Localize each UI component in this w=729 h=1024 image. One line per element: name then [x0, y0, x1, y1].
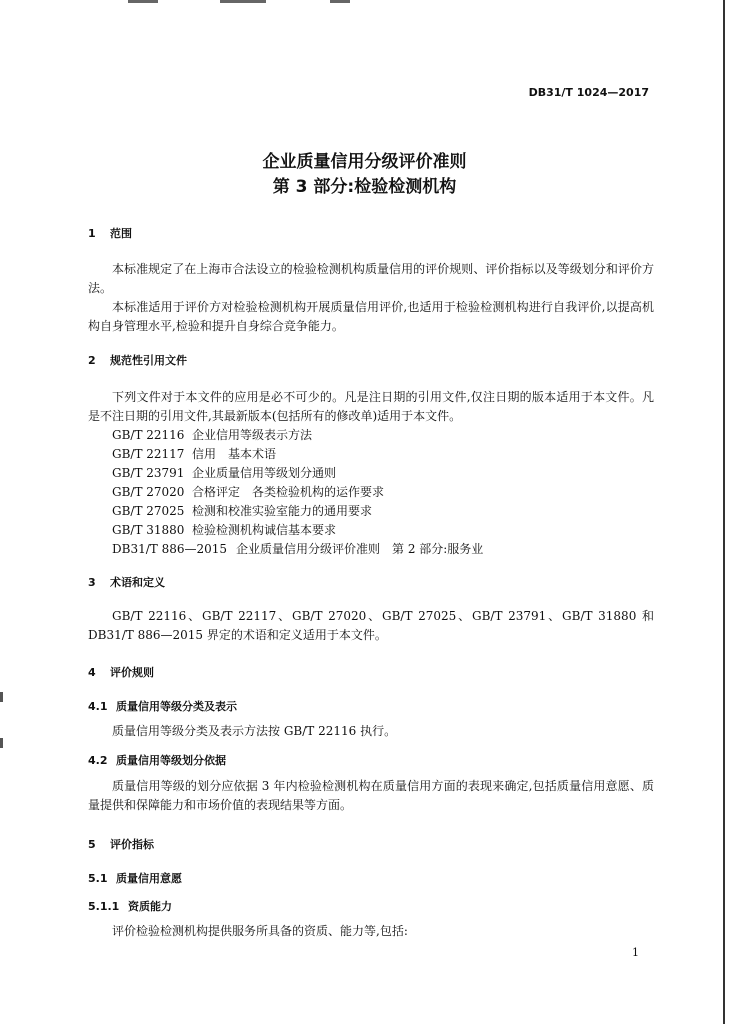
paragraph: 质量信用等级分类及表示方法按 GB/T 22116 执行。: [112, 724, 397, 738]
reference-item: [112, 502, 483, 521]
subsection-number: 5.1.1: [88, 900, 120, 913]
subsection-title: 质量信用等级分类及表示: [116, 700, 237, 713]
reference-item: [112, 426, 483, 445]
reference-code: GB/T 27020: [112, 485, 185, 499]
subsection-heading-5-1-1: [88, 898, 172, 914]
document-title: 企业质量信用分级评价准则: [262, 152, 467, 172]
section-title: 评价规则: [110, 666, 154, 679]
section-heading-3: [88, 574, 165, 590]
scan-marks: [120, 0, 360, 4]
subsection-heading-5-1: [88, 870, 182, 886]
reference-item: [112, 540, 483, 559]
section-number: 5: [88, 838, 96, 851]
reference-title: 检验检测机构诚信基本要求: [192, 523, 337, 537]
reference-code: DB31/T 886—2015: [112, 542, 228, 556]
scan-tick: [0, 738, 3, 748]
subsection-title: 质量信用等级划分依据: [116, 754, 226, 767]
paragraph: 本标准适用于评价方对检验检测机构开展质量信用评价,也适用于检验检测机构进行自我评价,以提高机构自身管理水平,检验和提升自身综合竞争能力。: [88, 300, 654, 333]
reference-code: GB/T 31880: [112, 523, 185, 537]
paragraph: GB/T 22116、GB/T 22117、GB/T 27020、GB/T 27025、GB/T 23791、GB/T 31880 和 DB31/T 886—2015 界定的术语和定义适用于本文件。: [88, 609, 654, 642]
subsection-number: 4.2: [88, 754, 108, 767]
subsection-heading-4-1: [88, 698, 237, 714]
reference-code: GB/T 22117: [112, 447, 185, 461]
section-heading-4: [88, 664, 154, 680]
page-number: 1: [632, 946, 639, 959]
reference-code: GB/T 27025: [112, 504, 185, 518]
subsection-title: 资质能力: [128, 900, 172, 913]
reference-list: [112, 426, 483, 559]
reference-title: 企业质量信用等级划分通则: [192, 466, 337, 480]
section-heading-5: [88, 836, 154, 852]
section-number: 1: [88, 227, 96, 240]
reference-item: [112, 464, 483, 483]
section-heading-2: [88, 352, 187, 368]
reference-item: [112, 521, 483, 540]
reference-title: 企业信用等级表示方法: [192, 428, 313, 442]
section-number: 2: [88, 354, 96, 367]
document-code: DB31/T 1024—2017: [528, 86, 649, 99]
reference-title: 合格评定 各类检验机构的运作要求: [192, 485, 385, 499]
paragraph: 评价检验检测机构提供服务所具备的资质、能力等,包括:: [112, 924, 408, 938]
section-title: 术语和定义: [110, 576, 165, 589]
subsection-number: 5.1: [88, 872, 108, 885]
section-title: 规范性引用文件: [110, 354, 187, 367]
document-subtitle: 第 3 部分:检验检测机构: [272, 177, 457, 197]
section-number: 3: [88, 576, 96, 589]
paragraph: 下列文件对于本文件的应用是必不可少的。凡是注日期的引用文件,仅注日期的版本适用于本文件。凡是不注日期的引用文件,其最新版本(包括所有的修改单)适用于本文件。: [88, 390, 654, 423]
paragraph: 质量信用等级的划分应依据 3 年内检验检测机构在质量信用方面的表现来确定,包括质量信用意愿、质量提供和保障能力和市场价值的表现结果等方面。: [88, 779, 654, 812]
scan-tick: [0, 692, 3, 702]
section-number: 4: [88, 666, 96, 679]
reference-code: GB/T 23791: [112, 466, 185, 480]
reference-title: 检测和校准实验室能力的通用要求: [192, 504, 373, 518]
reference-code: GB/T 22116: [112, 428, 185, 442]
subsection-number: 4.1: [88, 700, 108, 713]
section-heading-1: [88, 225, 132, 241]
section-title: 范围: [110, 227, 132, 240]
section-title: 评价指标: [110, 838, 154, 851]
reference-title: 企业质量信用分级评价准则 第 2 部分:服务业: [236, 542, 484, 556]
subsection-title: 质量信用意愿: [116, 872, 182, 885]
subsection-heading-4-2: [88, 752, 226, 768]
reference-item: [112, 483, 483, 502]
reference-title: 信用 基本术语: [192, 447, 277, 461]
paragraph: 本标准规定了在上海市合法设立的检验检测机构质量信用的评价规则、评价指标以及等级划分和评价方法。: [88, 262, 654, 295]
reference-item: [112, 445, 483, 464]
